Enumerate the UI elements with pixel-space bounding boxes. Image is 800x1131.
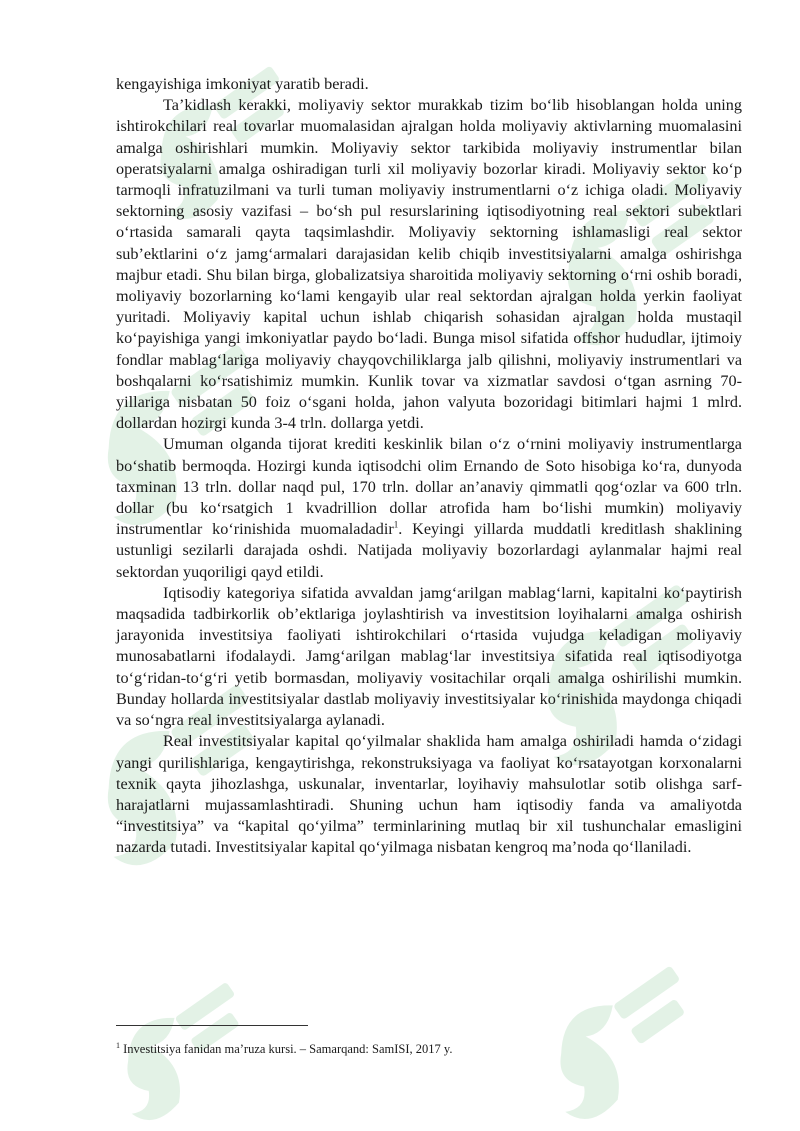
paragraph-real-investments: Real investitsiyalar kapital qo‘yilmalar shaklida ham amalga oshiriladi hamda o‘zidagi yangi qurilishlariga, kengaytirishga, rekonstruksiyaga va faoliyat ko‘rsatayotgan korxonalarni texnik qayta jihozlashga, uskunalar, inventarlar, loyihaviy mahsulotlar sotib olishga sarf-harajatlarni mujassamlashtiradi. Shuning uchun ham iqtisodiy fanda va amaliyotda “investitsiya” va “kapital qo‘yilma” terminlarining mutlaq bir xil tushunchalar emasligini nazarda tutadi. Investitsiyalar kapital qo‘yilmaga nisbatan kengroq ma’noda qo‘llaniladi. <box>116 732 742 857</box>
paragraph-commercial-credit-text: Umuman olganda tijorat krediti keskinlik bilan o‘z o‘rnini moliyaviy instrumentlarga bo‘shatib bermoqda. Hozirgi kunda iqtisodchi olim Ernando de Soto hisobiga ko‘ra, dunyoda taxminan 13 trln. dollar naqd pul, 170 trln. dollar an’anaviy qimmatli qog‘ozlar va 600 trln. dollar (bu ko‘rsatgich 1 kvadrillion dollar atrofida ham bo‘lishi mumkin) moliyaviy instrumentlar ko‘rinishida muomaladadir <box>116 435 742 539</box>
footnote-divider <box>116 1025 308 1026</box>
document-body <box>116 74 742 859</box>
watermark-logo-icon <box>500 930 760 1130</box>
watermark-logo-icon <box>70 950 310 1130</box>
footnote-reference[interactable]: 1 <box>393 519 399 530</box>
paragraph-commercial-credit <box>116 434 742 582</box>
footnote-marker: 1 <box>116 1040 120 1050</box>
paragraph-financial-sector: Ta’kidlash kerakki, moliyaviy sektor murakkab tizim bo‘lib hisoblangan holda uning ishtirokchilari real tovarlar muomalasidan ajralgan holda moliyaviy aktivlarning muomalasini amalga oshirishlari mumkin. Moliyaviy sektor tarkibida moliyaviy instrumentlar bilan operatsiyalarni amalga oshiradigan turli xil moliyaviy bozorlar kiradi. Moliyaviy sektor ko‘p tarmoqli infratuzilmani va turli tuman moliyaviy instrumentlarni o‘z ichiga oladi. Moliyaviy sektorning asosiy vazifasi – bo‘sh pul resurslarining iqtisodiyotning real sektori subektlari o‘rtasida samarali qayta taqsimlashdir. Moliyaviy sektorning ishlamasligi real sektor sub’ektlarini o‘z jamg‘armalari darajasidan kelib chiqib investitsiyalarni amalga oshirishga majbur etadi. Shu bilan birga, globalizatsiya sharoitida moliyaviy sektorning o‘rni oshib boradi, moliyaviy bozorlarning ko‘lami kengayib ular real sektordan ajralgan holda yerkin faoliyat yuritadi. Moliyaviy kapital uchun ishlab chiqarish sohasidan ajralgan holda mustaqil ko‘payishiga yangi imkoniyatlar paydo bo‘ladi. Bunga misol sifatida offshor hududlar, ijtimoiy fondlar mablag‘lariga moliyaviy chayqovchiliklarga jalb qilishni, moliyaviy instrumentlari va boshqalarni ko‘rsatishimiz mumkin. Kunlik tovar va xizmatlar savdosi o‘tgan asrning 70-yillariga nisbatan 50 foiz o‘sgani holda, jahon valyuta bozoridagi bitimlari hajmi 1 mlrd. dollardan hozirgi kunda 3-4 trln. dollarga yetdi. <box>116 96 742 433</box>
paragraph-commercial-credit-tail: . Keyingi yillarda muddatli kreditlash shaklining ustunligi sezilarli darajada oshdi. Natijada moliyaviy bozorlardagi aylanmalar hajmi real sektordan yuqoriligi qayd etildi. <box>116 520 742 581</box>
footnote <box>116 1041 742 1057</box>
paragraph-continuation: kengayishiga imkoniyat yaratib beradi. <box>116 75 369 93</box>
footnote-text: Investitsiya fanidan ma’ruza kursi. – Samarqand: SamISI, 2017 y. <box>123 1042 453 1056</box>
paragraph-economic-category: Iqtisodiy kategoriya sifatida avvaldan jamg‘arilgan mablag‘larni, kapitalni ko‘paytirish maqsadida tadbirkorlik ob’ektlariga joylashtirish va investitsion loyihalarni amalga oshirish jarayonida investitsiya faoliyati ishtirokchilari o‘rtasida vujudga keladigan moliyaviy munosabatlarni ifodalaydi. Jamg‘arilgan mablag‘lar investitsiya sifatida real iqtisodiyotga to‘g‘ridan-to‘g‘ri yetib bormasdan, moliyaviy vositachilar orqali amalga oshirilishi mumkin. Bunday hollarda investitsiyalar dastlab moliyaviy investitsiyalar ko‘rinishida maydonga chiqadi va so‘ngra real investitsiyalarga aylanadi. <box>116 583 742 730</box>
